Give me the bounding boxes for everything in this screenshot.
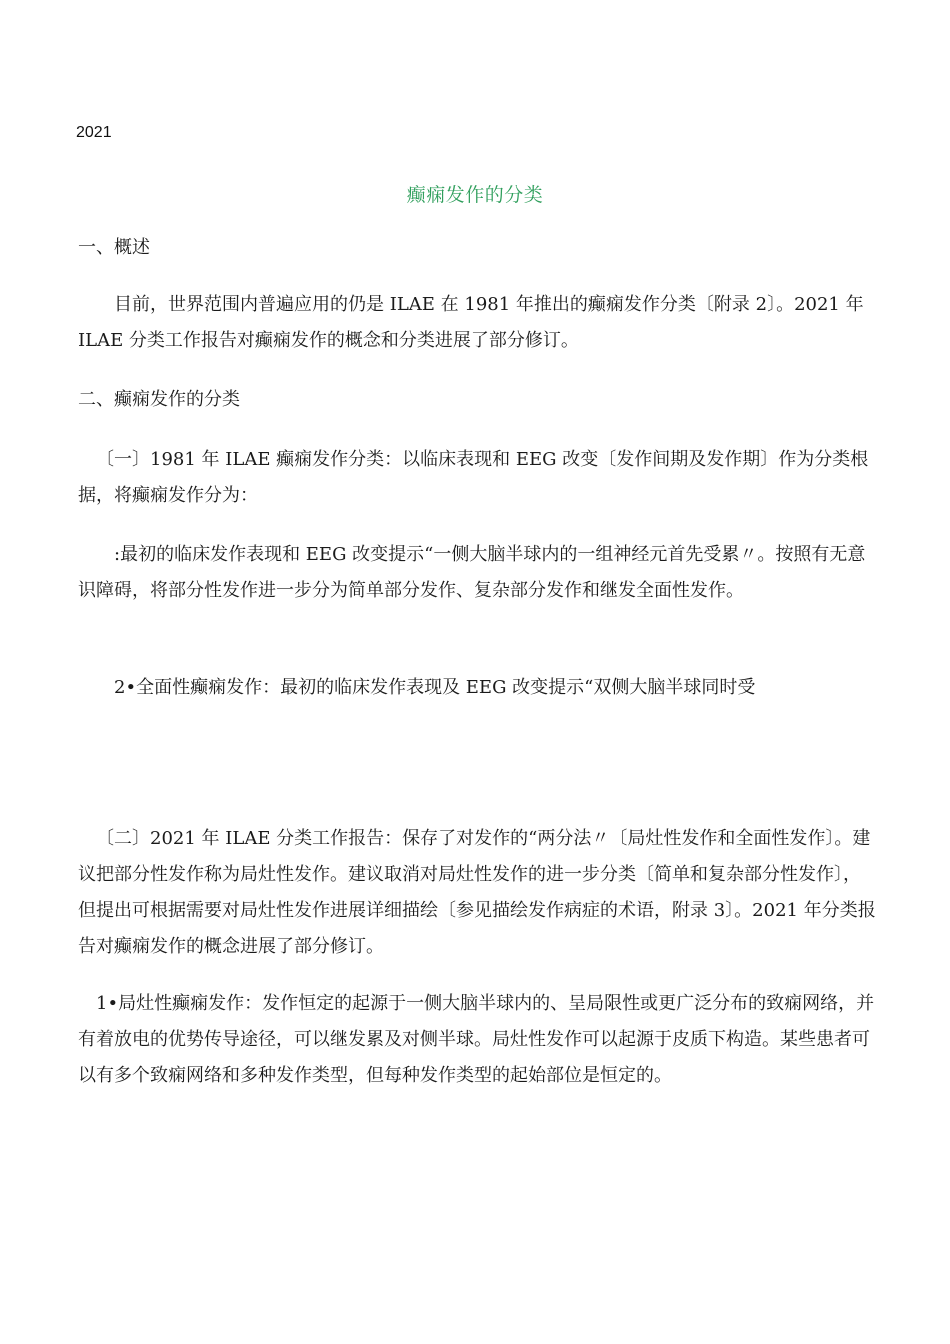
section-1-heading: 一、概述 <box>78 237 150 258</box>
subsection-1-item-1: :最初的临床发作表现和 EEG 改变提示“一侧大脑半球内的一组神经元首先受累〃。按照有无意识障碍，将部分性发作进一步分为简单部分发作、复杂部分发作和继发全面性发作。 <box>78 544 866 601</box>
subsection-2-item-1: 1•局灶性癫痫发作：发作恒定的起源于一侧大脑半球内的、呈局限性或更广泛分布的致痫网络，并有着放电的优势传导途径，可以继发累及对侧半球。局灶性发作可以起源于皮质下构造。某些患者可以有多个致痫网络和多种发作类型，但每种发作类型的起始部位是恒定的。 <box>78 993 875 1086</box>
subsection-1-item-2: 2•全面性癫痫发作：最初的临床发作表现及 EEG 改变提示“双侧大脑半球同时受 <box>114 677 756 698</box>
section-1-paragraph: 目前，世界范围内普遍应用的仍是 ILAE 在 1981 年推出的癫痫发作分类〔附录 2〕。2021 年 ILAE 分类工作报告对癫痫发作的概念和分类进展了部分修订。 <box>78 294 864 351</box>
header-year: 2021 <box>76 124 112 141</box>
subsection-2-paragraph: 〔二〕2021 年 ILAE 分类工作报告：保存了对发作的“两分法〃〔局灶性发作和全面性发作〕。建议把部分性发作称为局灶性发作。建议取消对局灶性发作的进一步分类〔简单和复杂部分性发作〕，但提出可根据需要对局灶性发作进展详细描绘〔参见描绘发作病症的术语，附录 3〕。2021 年分类报告对癫痫发作的概念进展了部分修订。 <box>78 828 876 957</box>
document-title: 癫痫发作的分类 <box>406 184 544 206</box>
section-2-heading: 二、癫痫发作的分类 <box>78 389 240 410</box>
subsection-1-paragraph: 〔一〕1981 年 ILAE 癫痫发作分类：以临床表现和 EEG 改变〔发作间期及发作期〕作为分类根据，将癫痫发作分为： <box>78 449 869 506</box>
